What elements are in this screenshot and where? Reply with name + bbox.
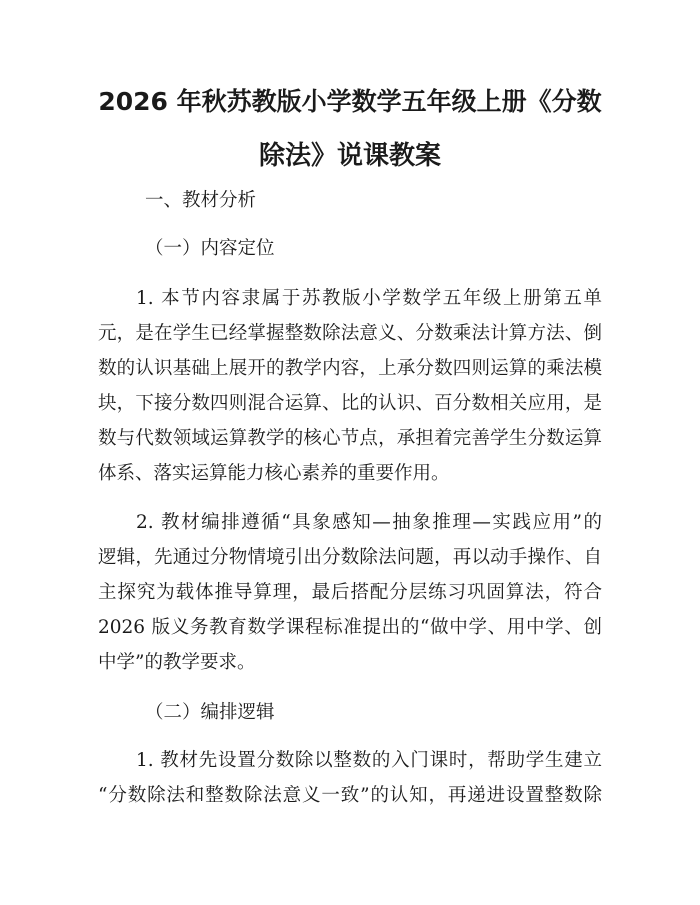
document-title-line-1: 2026 年秋苏教版小学数学五年级上册《分数 [98,87,602,116]
paragraph-2-line-2: 逻辑，先通过分物情境引出分数除法问题，再以动手操作、自 [98,547,602,568]
document-title-line-2: 除法》说课教案 [258,141,441,171]
paragraph-1-line-4: 块，下接分数四则混合运算、比的认识、百分数相关应用，是 [98,393,602,414]
paragraph-2-line-4: 2026 版义务教育数学课程标准提出的“做中学、用中学、创 [98,617,602,638]
paragraph-2-line-3: 主探究为载体推导算理，最后搭配分层练习巩固算法，符合 [98,582,602,603]
paragraph-1-line-3: 数的认识基础上展开的教学内容，上承分数四则运算的乘法模 [98,358,602,379]
subsection-heading-arrangement-logic: （二）编排逻辑 [145,702,275,723]
paragraph-2-line-5: 中学”的教学要求。 [98,652,256,673]
paragraph-3-line-2: “分数除法和整数除法意义一致”的认知，再递进设置整数除 [98,785,602,806]
paragraph-3-line-1: 1. 教材先设置分数除以整数的入门课时，帮助学生建立 [136,750,602,771]
section-heading-textbook-analysis: 一、教材分析 [145,190,257,211]
paragraph-1-line-5: 数与代数领域运算教学的核心节点，承担着完善学生分数运算 [98,428,602,449]
paragraph-2-line-1: 2. 教材编排遵循“具象感知—抽象推理—实践应用”的 [136,512,602,533]
paragraph-1-line-2: 元，是在学生已经掌握整数除法意义、分数乘法计算方法、倒 [98,323,602,344]
paragraph-1-line-6: 体系、落实运算能力核心素养的重要作用。 [98,463,450,484]
paragraph-1-line-1: 1. 本节内容隶属于苏教版小学数学五年级上册第五单 [136,288,602,309]
subsection-heading-content-positioning: （一）内容定位 [145,238,275,259]
